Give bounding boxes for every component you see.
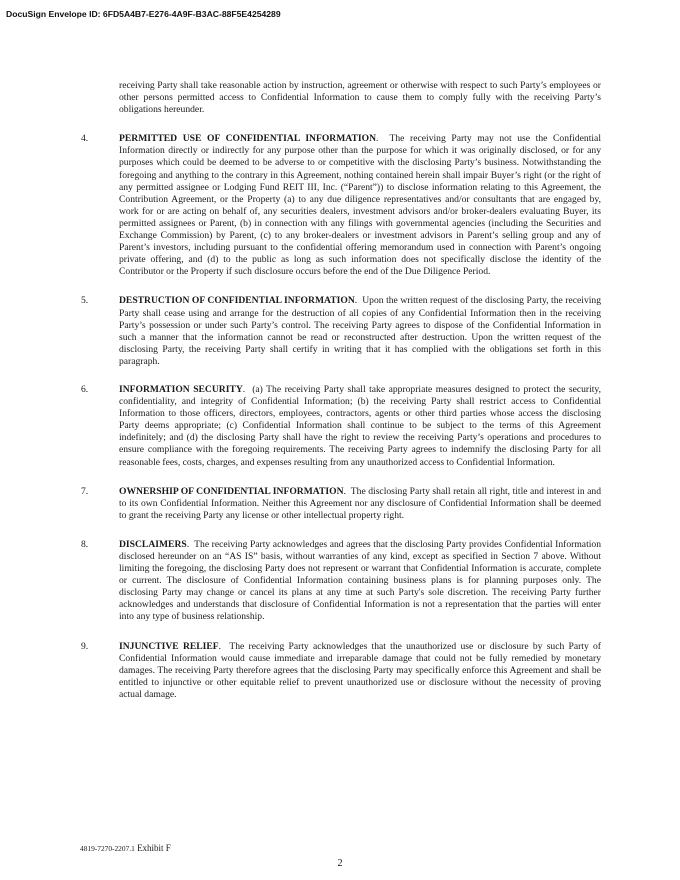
section-text: The disclosing Party shall retain all right, title and interest in and to its own Confidential Information. Neither this Agreement nor any disclosure of Confidential Information shall be deemed to grant the receiving Party any license or other intellectual property right.: [119, 485, 601, 521]
section-text: The receiving Party acknowledges that the unauthorized use or disclosure by such Party of Confidential Information would cause immediate and irreparable damage that could not be fully remedied by monetary damages. The receiving Party therefore agrees that the disclosing Party may specifically enforce this Agreement and shall be entitled to injunctive or other equitable relief to prevent unauthorized use or disclosure without the necessity of proving actual damage.: [119, 640, 602, 700]
section-paragraph: OWNERSHIP OF CONFIDENTIAL INFORMATION. The disclosing Party shall retain all right, title and interest in and to its own Confidential Information. Neither this Agreement nor any disclosure of Confidential Information shall be deemed to grant the receiving Party any license or other intellectual property right.: [119, 485, 601, 521]
section-title: PERMITTED USE OF CONFIDENTIAL INFORMATION: [119, 133, 377, 145]
section-number: 6.: [81, 383, 89, 395]
section-number: 4.: [81, 133, 89, 145]
section-number: 7.: [81, 485, 89, 497]
section-paragraph: DISCLAIMERS. The receiving Party acknowledges and agrees that the disclosing Party provides Confidential Information disclosed hereunder on an “AS IS” basis, without warranties of any kind, except as specified in Section 7 above. Without limiting the foregoing, the disclosing Party does not represent or warrant that Confidential Information is accurate, complete or current. The disclosure of Confidential Information containing business plans is for planning purposes only. The disclosing Party may change or cancel its plans at any time at such Party's sole discretion. The receiving Party further acknowledges and understands that disclosure of Confidential Information is not a representation that the parties will enter into any type of business relationship.: [119, 538, 601, 623]
docusign-envelope-id: DocuSign Envelope ID: 6FD5A4B7-E276-4A9F-B3AC-88F5E4254289: [6, 9, 281, 19]
page-number: 2: [337, 858, 343, 869]
section-7: [81, 485, 601, 522]
section-text: (a) The receiving Party shall take appropriate measures designed to protect the security, confidentiality, and integrity of Confidential Information; (b) the receiving Party shall restrict access to Confidential Information to those officers, directors, employees, contractors, agents or other third parties whose access the disclosing Party deems appropriate; (c) Confidential Information shall continue to be subject to the terms of this Agreement indefinitely; and (d) the disclosing Party shall have the right to review the receiving Party’s operations and procedures to ensure compliance with the foregoing requirements. The receiving Party agrees to indemnify the disclosing Party for all reasonable fees, costs, charges, and expenses resulting from any unauthorized access to Confidential Information.: [119, 383, 602, 468]
section-paragraph: INFORMATION SECURITY. (a) The receiving Party shall take appropriate measures designed to protect the security, confidentiality, and integrity of Confidential Information; (b) the receiving Party shall restrict access to Confidential Information to those officers, directors, employees, contractors, agents or other third parties whose access the disclosing Party deems appropriate; (c) Confidential Information shall continue to be subject to the terms of this Agreement indefinitely; and (d) the disclosing Party shall have the right to review the receiving Party’s operations and procedures to ensure compliance with the foregoing requirements. The receiving Party agrees to indemnify the disclosing Party for all reasonable fees, costs, charges, and expenses resulting from any unauthorized access to Confidential Information.: [119, 383, 602, 468]
section-number: 8.: [81, 538, 89, 550]
section-text: The receiving Party may not use the Confidential Information directly or indirectly for any purpose other than the purpose for which it was originally disclosed, or for any purposes which could be deemed to be adverse to or competitive with the disclosing Party’s business. Notwithstanding the foregoing and anything to the contrary in this Agreement, nothing contained herein shall impair Buyer’s right (or the right of any permitted assignee or Lodging Fund REIT III, Inc. (“Parent”)) to disclose information relating to this Agreement, the Contribution Agreement, or the Property (a) to any due diligence representatives and/or consultants that are engaged by, work for or are acting on behalf of, any securities dealers, investment advisors and/or broker-dealers evaluating Buyer, its permitted assignees or Parent, (b) in connection with any filings with governmental agencies (including the Securities and Exchange Commission) by Parent, (c) to any broker-dealers or investment advisors in Parent’s selling group and any of Parent’s investors, including pursuant to the confidential offering memorandum used in connection with Parent’s ongoing private offering, and (d) to the public as long as such information does not specifically disclose the identity of the Contributor or the Property if such disclosure occurs before the end of the Due Diligence Period.: [119, 133, 601, 278]
section-title: DISCLAIMERS: [119, 538, 187, 550]
section-title: OWNERSHIP OF CONFIDENTIAL INFORMATION: [119, 485, 344, 497]
section-paragraph: DESTRUCTION OF CONFIDENTIAL INFORMATION. Upon the written request of the disclosing Party, the receiving Party shall cease using and arrange for the destruction of all copies of any Confidential Information then in the receiving Party’s possession or under such Party’s control. The receiving Party agrees to dispose of the Confidential Information in such a manner that the information cannot be read or reconstructed after destruction. Upon the written request of the disclosing Party, the receiving Party shall certify in writing that it has complied with the obligations set forth in this paragraph.: [119, 295, 601, 367]
section-paragraph: PERMITTED USE OF CONFIDENTIAL INFORMATION. The receiving Party may not use the Confidential Information directly or indirectly for any purpose other than the purpose for which it was originally disclosed, or for any purposes which could be deemed to be adverse to or competitive with the disclosing Party’s business. Notwithstanding the foregoing and anything to the contrary in this Agreement, nothing contained herein shall impair Buyer’s right (or the right of any permitted assignee or Lodging Fund REIT III, Inc. (“Parent”)) to disclose information relating to this Agreement, the Contribution Agreement, or the Property (a) to any due diligence representatives and/or consultants that are engaged by, work for or are acting on behalf of, any securities dealers, investment advisors and/or broker-dealers evaluating Buyer, its permitted assignees or Parent, (b) in connection with any filings with governmental agencies (including the Securities and Exchange Commission) by Parent, (c) to any broker-dealers or investment advisors in Parent’s selling group and any of Parent’s investors, including pursuant to the confidential offering memorandum used in connection with Parent’s ongoing private offering, and (d) to the public as long as such information does not specifically disclose the identity of the Contributor or the Property if such disclosure occurs before the end of the Due Diligence Period.: [119, 133, 601, 278]
intro-paragraph: receiving Party shall take reasonable action by instruction, agreement or otherwise with respect to such Party’s employees or other persons permitted access to Confidential Information to cause them to comply fully with the receiving Party’s obligations hereunder.: [119, 80, 601, 116]
footer-document-id: [80, 843, 171, 853]
section-5: [81, 295, 601, 368]
section-title: INJUNCTIVE RELIEF: [119, 640, 219, 652]
section-title: DESTRUCTION OF CONFIDENTIAL INFORMATION: [119, 295, 355, 307]
section-9: [81, 640, 602, 701]
document-body: [81, 80, 602, 701]
section-number: 9.: [81, 640, 89, 652]
section-8: [81, 538, 601, 624]
document-number: 4819-7270-2207.1: [80, 844, 135, 853]
section-title: INFORMATION SECURITY: [119, 383, 243, 395]
exhibit-label: Exhibit F: [137, 843, 171, 853]
section-number: 5.: [81, 295, 89, 307]
section-text: Upon the written request of the disclosing Party, the receiving Party shall cease using and arrange for the destruction of all copies of any Confidential Information then in the receiving Party’s possession or under such Party’s control. The receiving Party agrees to dispose of the Confidential Information in such a manner that the information cannot be read or reconstructed after destruction. Upon the written request of the disclosing Party, the receiving Party shall certify in writing that it has complied with the obligations set forth in this paragraph.: [119, 295, 601, 367]
section-text: The receiving Party acknowledges and agrees that the disclosing Party provides Confidential Information disclosed hereunder on an “AS IS” basis, without warranties of any kind, except as specified in Section 7 above. Without limiting the foregoing, the disclosing Party does not represent or warrant that Confidential Information is accurate, complete or current. The disclosure of Confidential Information containing business plans is for planning purposes only. The disclosing Party may change or cancel its plans at any time at such Party's sole discretion. The receiving Party further acknowledges and understands that disclosure of Confidential Information is not a representation that the parties will enter into any type of business relationship.: [119, 538, 601, 623]
section-paragraph: INJUNCTIVE RELIEF. The receiving Party acknowledges that the unauthorized use or disclosure by such Party of Confidential Information would cause immediate and irreparable damage that could not be fully remedied by monetary damages. The receiving Party therefore agrees that the disclosing Party may specifically enforce this Agreement and shall be entitled to injunctive or other equitable relief to prevent unauthorized use or disclosure without the necessity of proving actual damage.: [119, 640, 602, 700]
section-4: [81, 133, 601, 278]
section-6: [81, 383, 602, 469]
